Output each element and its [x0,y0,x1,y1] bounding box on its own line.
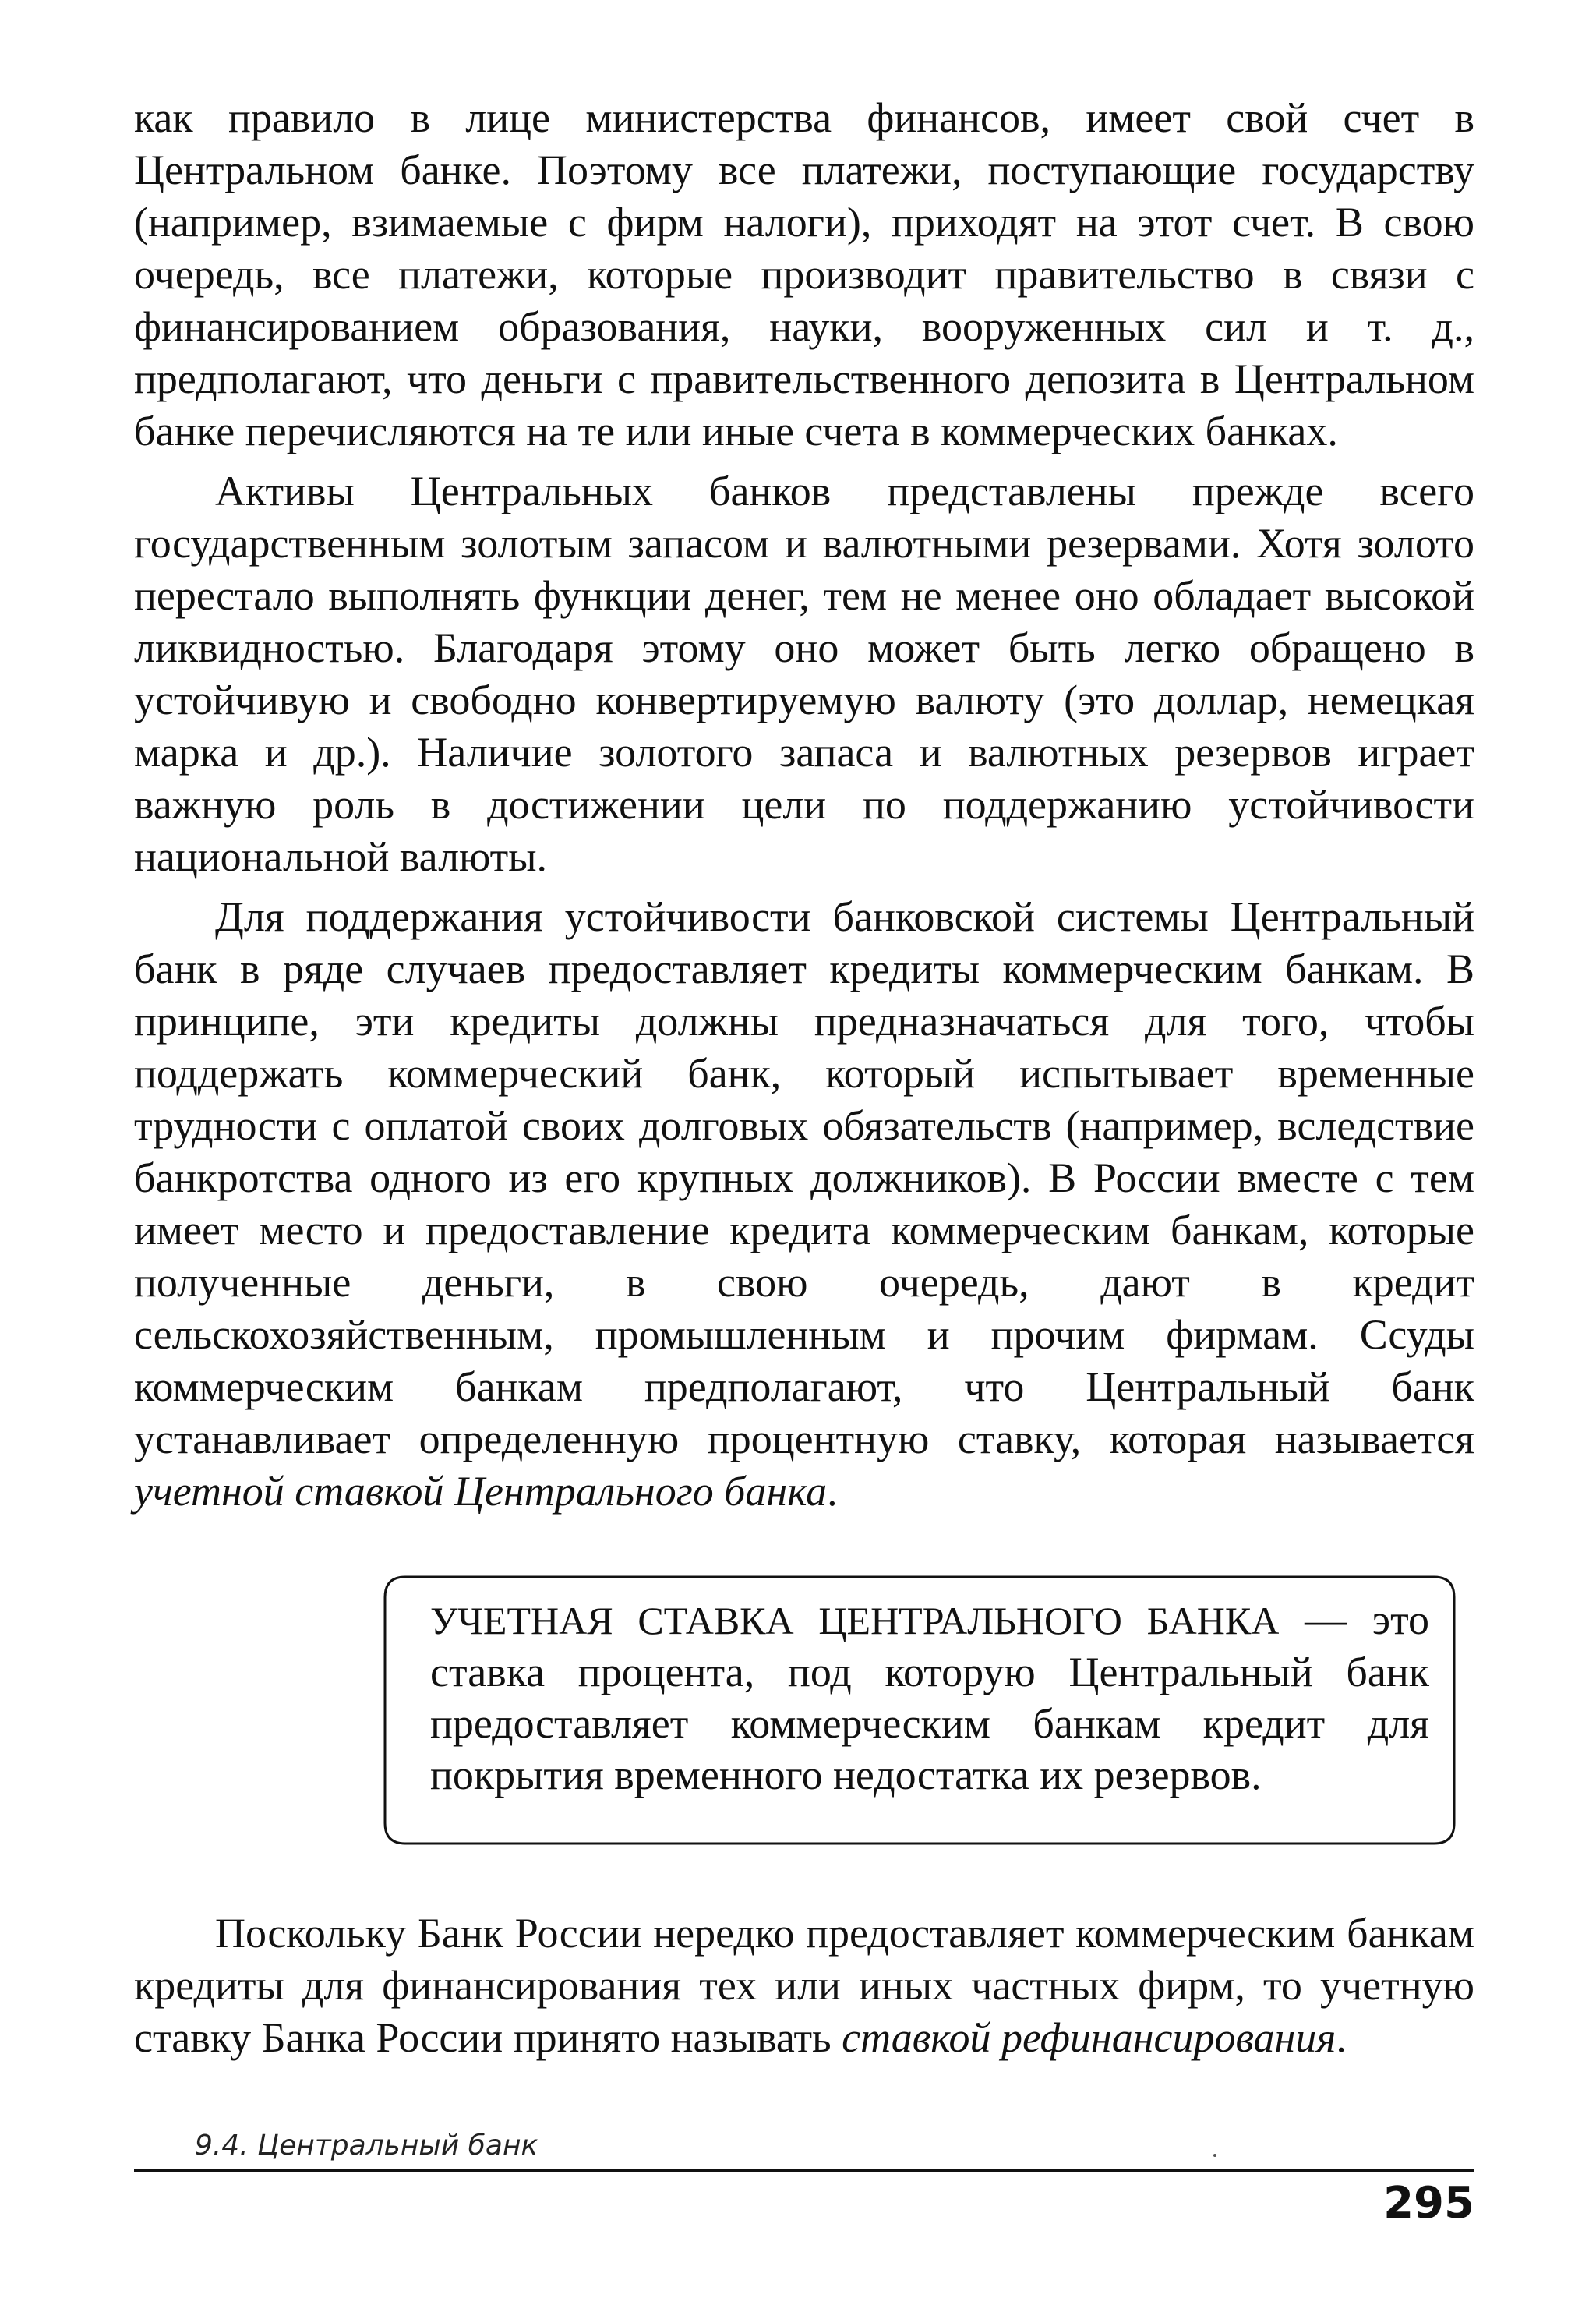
running-head: 9.4. Центральный банк [195,2130,538,2162]
paragraph-central-bank-credits [134,891,1474,1518]
paragraph-refinancing-text: Поскольку Банк России нередко предоставляет коммерческим банкам кредиты для финансирования тех или иных частных фирм, то учетную ставку Банка России принято называть [134,1910,1474,2061]
definition-box [382,1574,1457,1847]
definition-dash: — [1279,1596,1372,1643]
paragraph-refinancing-end: . [1336,2014,1347,2061]
page-body [134,92,1474,2064]
term-discount-rate-italic: учетной ставкой Центрального банка [134,1468,828,1515]
paragraph-credits-end: . [827,1468,838,1515]
paragraph-continuation: как правило в лице министерства финансов, имеет свой счет в Центральном банке. Поэтому все платежи, поступающие государству (например, взимаемые с фирм налоги), приходят на этот счет. В свою очередь, все платежи, которые производит правительство в связи с финансированием образования, науки, вооруженных сил и т. д., предполагают, что деньги с правительственного депозита в Центральном банке перечисляются на те или иные счета в коммерческих банках. [134,94,1474,454]
definition-body: это ставка процента, под которую Центральный банк предоставляет коммерческим банкам кредит для покрытия временного недостатка их резервов. [430,1596,1429,1798]
paragraph-credits-text: Для поддержания устойчивости банковской системы Центральный банк в ряде случаев предоставляет кредиты коммерческим банкам. В принципе, эти кредиты должны предназначаться для того, чтобы поддержать коммерческий банк, который испытывает временные трудности с оплатой своих долговых обязательств (например, вследствие банкротства одного из его крупных должников). В России вместе с тем имеет место и предоставление кредита коммерческим банкам, которые полученные деньги, в свою очередь, дают в кредит сельскохозяйственным, промышленным и прочим фирмам. Ссуды коммерческим банкам предполагают, что Центральный банк устанавливает определенную процентную ставку, которая называется [134,893,1474,1462]
term-refinancing-rate-italic: ставкой рефинансирования [842,2014,1336,2061]
paragraph-refinancing-rate [134,1907,1474,2064]
footer-rule [134,2169,1474,2172]
page-footer [134,2130,1474,2229]
paragraph-central-bank-assets: Активы Центральных банков представлены прежде всего государственным золотым запасом и валютными резервами. Хотя золото перестало выполнять функции денег, тем не менее оно обладает высокой ликвидностью. Благодаря этому оно может быть легко обращено в устойчивую и свободно конвертируемую валюту (это доллар, немецкая марка и др.). Наличие золотого запаса и валютных резервов играет важную роль в достижении цели по поддержанию устойчивости национальной валюты. [134,468,1474,880]
page-number: 295 [1383,2178,1474,2229]
speck-mark [1213,2154,1216,2157]
definition-term: УЧЕТНАЯ СТАВКА ЦЕНТРАЛЬНОГО БАНКА [430,1599,1280,1642]
definition-text [382,1574,1457,1816]
